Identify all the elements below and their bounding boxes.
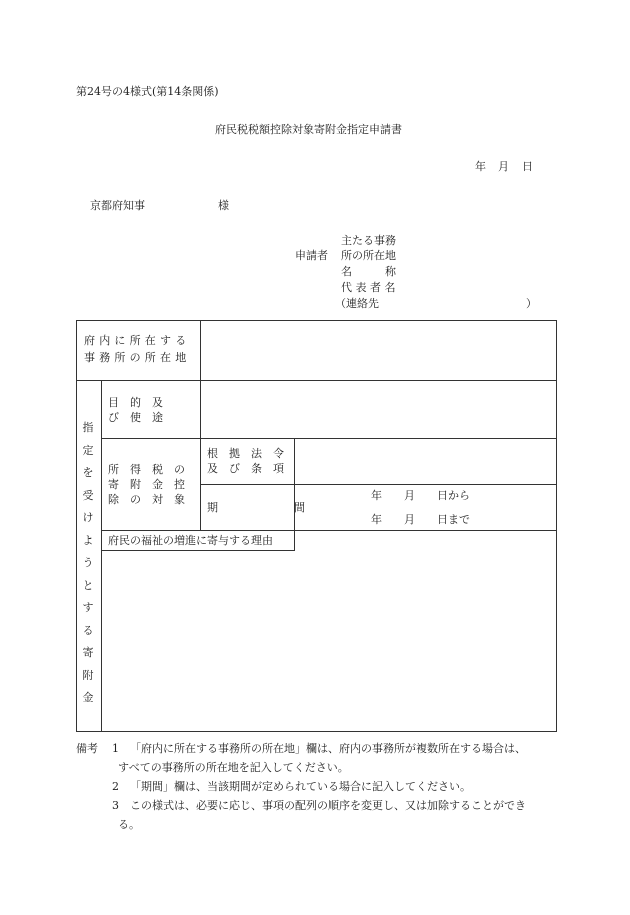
divider [200, 320, 201, 530]
deduction-target-label-1: 所 得 税 の [108, 463, 185, 476]
vertical-label-char: る [82, 623, 94, 637]
note-1-text-continued: すべての事務所の所在地を記入してください。 [118, 761, 349, 774]
date-year-label: 年 [475, 160, 486, 173]
applicant-office-location-label-1: 主たる事務 [341, 234, 396, 247]
purpose-label-2: び 使 途 [108, 411, 163, 424]
applicant-office-location-label-2: 所の所在地 [341, 249, 396, 262]
legal-basis-label-2: 及 び 条 項 [207, 462, 284, 475]
vertical-label-char: よ [82, 533, 94, 547]
welfare-reason-value[interactable] [103, 552, 555, 730]
applicant-name-label: 名 称 [341, 265, 396, 278]
divider [200, 484, 557, 485]
divider [294, 438, 295, 551]
period-to[interactable]: 年 月 日まで [371, 513, 470, 526]
note-3-text-continued: る。 [118, 818, 140, 831]
note-3-text: この様式は、必要に応じ、事項の配列の順序を変更し、又は加除することができ [130, 799, 526, 812]
form-number: 第24号の4様式(第14条関係) [76, 85, 219, 98]
office-location-label-1: 府内に所在する [84, 334, 191, 347]
applicant-contact-close: ） [526, 297, 537, 310]
divider [101, 380, 102, 732]
note-1-number: 1 [112, 742, 119, 755]
vertical-label-char: と [82, 578, 94, 592]
vertical-label-char: 受 [82, 488, 94, 502]
note-2-number: 2 [112, 780, 119, 793]
notes-label: 備考 [76, 742, 98, 755]
office-location-value[interactable] [202, 322, 555, 378]
legal-basis-value[interactable] [296, 440, 555, 482]
note-2-text: 「期間」欄は、当該期間が定められている場合に記入してください。 [130, 780, 471, 793]
vertical-label-char: う [82, 556, 94, 569]
vertical-label-char: け [82, 511, 94, 524]
period-label: 期 間 [207, 501, 323, 514]
deduction-target-label-2: 寄 附 金 控 [108, 478, 185, 491]
welfare-reason-label: 府民の福祉の増進に寄与する理由 [108, 534, 273, 547]
vertical-label-char: 指 [82, 421, 94, 434]
vertical-label-char: す [82, 601, 94, 614]
deduction-target-label-3: 除 の 対 象 [108, 493, 185, 506]
purpose-value[interactable] [202, 382, 555, 436]
divider [101, 438, 557, 439]
vertical-label-char: 寄 [82, 646, 94, 659]
applicant-label: 申請者 [295, 249, 328, 262]
designated-donation-vertical-label [81, 417, 95, 710]
applicant-representative-label: 代 表 者 名 [341, 281, 396, 294]
vertical-label-char: 金 [82, 691, 94, 704]
note-1-text: 「府内に所在する事務所の所在地」欄は、府内の事務所が複数所在する場合は、 [130, 742, 526, 755]
date-day-label: 日 [522, 160, 533, 173]
divider [101, 550, 294, 551]
office-location-label-2: 事務所の所在地 [84, 351, 191, 364]
legal-basis-label-1: 根 拠 法 令 [207, 447, 284, 460]
addressee-governor: 京都府知事 [90, 199, 145, 212]
purpose-label-1: 目 的 及 [108, 396, 163, 409]
page-title: 府民税税額控除対象寄附金指定申請書 [215, 123, 402, 136]
divider [101, 530, 557, 531]
note-3-number: 3 [112, 799, 119, 812]
divider [76, 380, 557, 381]
vertical-label-char: を [82, 466, 94, 479]
vertical-label-char: 定 [82, 443, 94, 457]
applicant-contact-open: （連絡先 [335, 297, 379, 310]
vertical-label-char: 附 [82, 668, 94, 682]
date-month-label: 月 [498, 160, 509, 173]
addressee-honorific: 様 [218, 199, 229, 212]
period-from[interactable]: 年 月 日から [371, 489, 470, 502]
